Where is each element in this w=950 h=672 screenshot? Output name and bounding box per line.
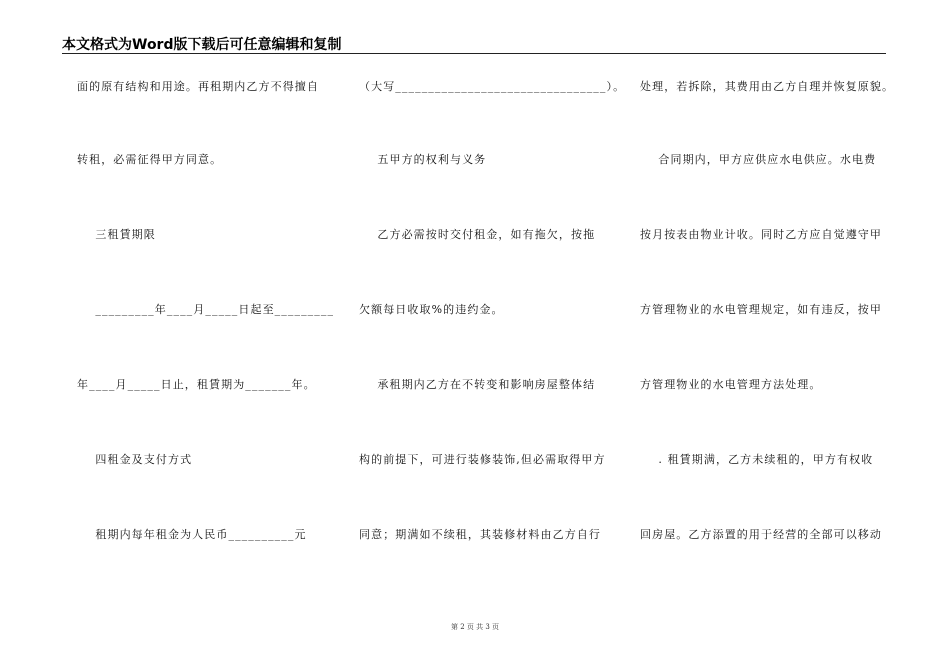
text-line: 方管理物业的水电管理方法处理。 [640,378,822,391]
text-line: 同意；期满如不续租，其装修材料由乙方自行 [359,528,601,541]
text-line: 面的原有结构和用途。再租期内乙方不得擅自 [77,80,319,93]
text-column-1 [77,60,335,620]
text-line: . 租賃期满，乙方未续租的，甲方有权收 [640,453,874,466]
text-line: 构的前提下，可进行装修装饰,但必需取得甲方 [359,453,606,466]
header-divider [62,53,886,54]
text-line: 方管理物业的水电管理规定，如有违反，按甲 [640,303,882,316]
text-line: 租期内每年租金为人民币__________元 [77,528,307,541]
text-line: 承租期内乙方在不转变和影响房屋整体结 [359,378,596,391]
text-line: 按月按表由物业计收。同时乙方应自觉遵守甲 [640,228,882,241]
text-line: 转租，必需征得甲方同意。 [77,153,223,166]
text-line: 欠额每日收取%的违约金。 [359,303,504,316]
text-line: 四租金及支付方式 [77,453,193,466]
text-line: （大写________________________________）。 [359,80,626,93]
text-line: _________年____月_____日起至_________ [77,303,335,316]
text-line: 合同期内，甲方应供应水电供应。水电费 [640,153,877,166]
text-line: 处理，若拆除，其费用由乙方自理并恢复原貌。 [640,80,895,93]
document-header-title: 本文格式为Word版下载后可任意编辑和复制 [62,37,342,53]
text-line: 回房屋。乙方添置的用于经营的全部可以移动 [640,528,882,541]
text-line: 乙方必需按时交付租金，如有拖欠，按拖 [359,228,596,241]
page-number: 第 2 页 共 3 页 [450,623,500,631]
text-column-2 [359,60,626,620]
text-line: 三租賃期限 [77,228,156,241]
text-column-3 [640,60,895,620]
text-line: 年____月_____日止，租賃期为_______年。 [77,378,316,391]
text-line: 五甲方的权利与义务 [359,153,487,166]
